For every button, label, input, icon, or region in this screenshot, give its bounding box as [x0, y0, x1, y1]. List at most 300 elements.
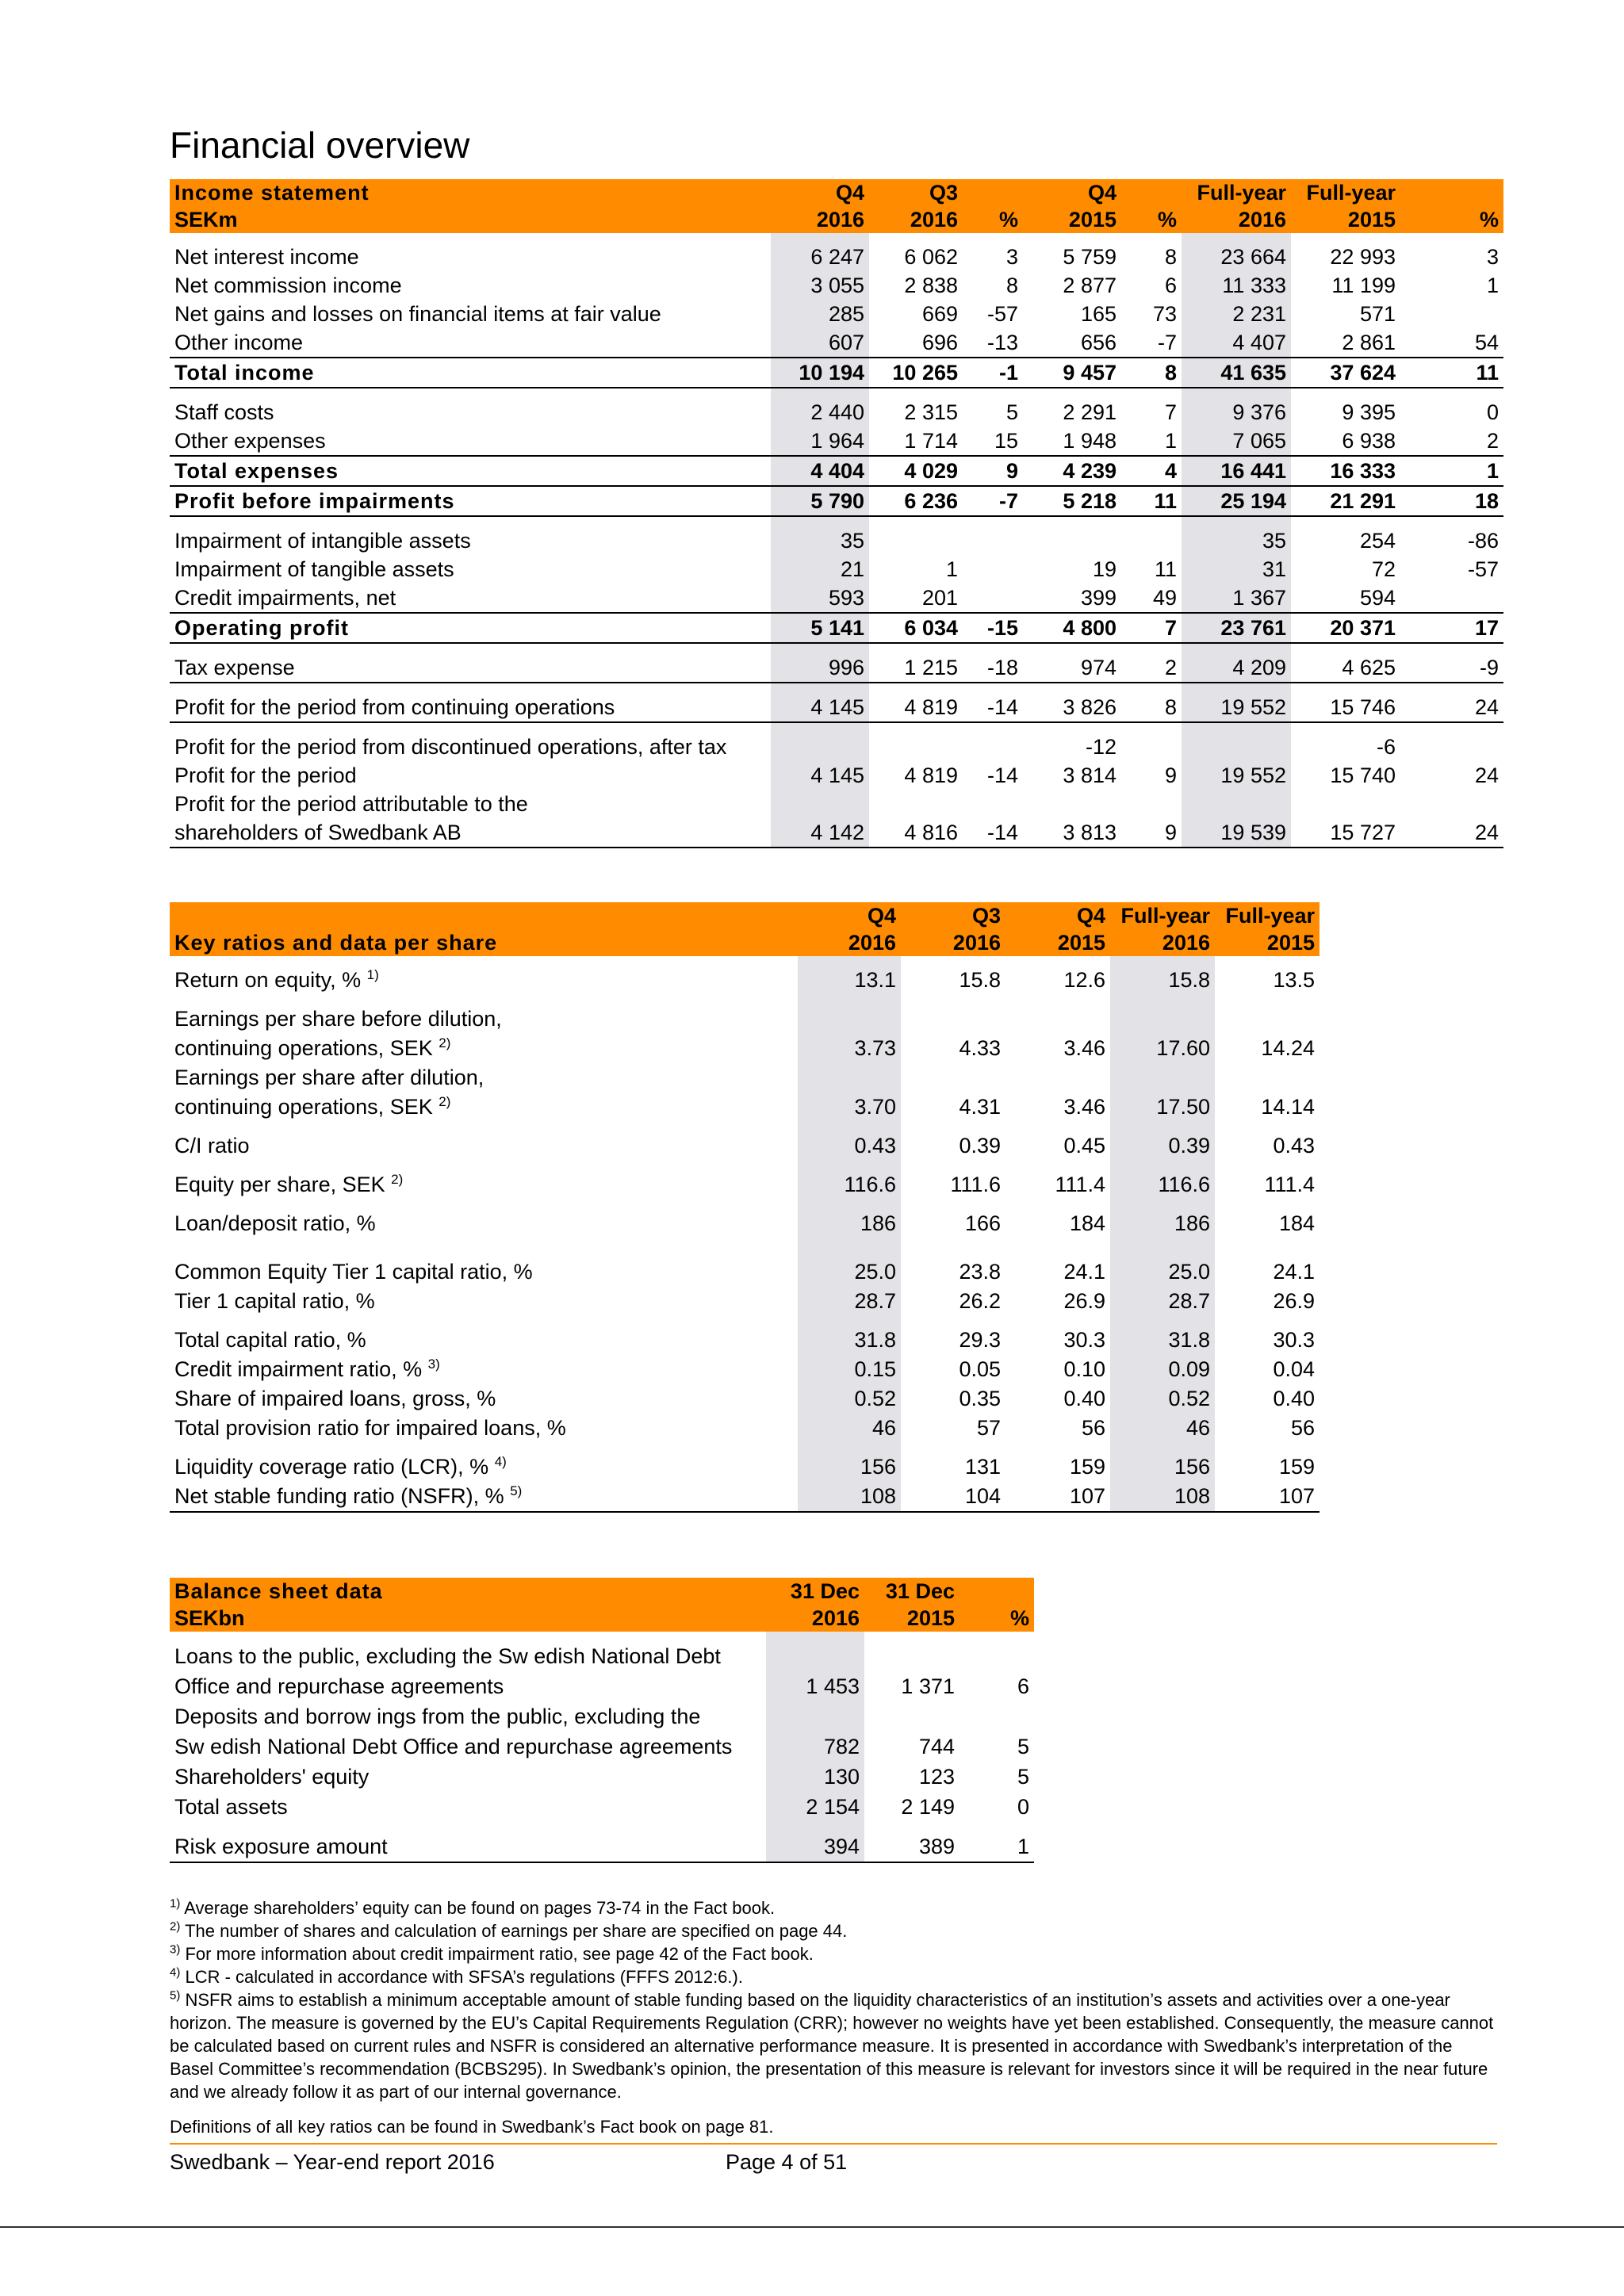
- row-label: [170, 1355, 798, 1384]
- table-cell: [869, 526, 963, 555]
- table-cell: 3 826: [1023, 693, 1121, 722]
- row-label: [170, 1131, 798, 1161]
- col-header: 31 Dec: [864, 1578, 959, 1605]
- table-cell: 56: [1081, 1416, 1105, 1440]
- table-cell: 131: [964, 1455, 1001, 1479]
- row-label-text: Tax expense: [174, 656, 295, 679]
- spacer-cell: [1005, 1316, 1110, 1326]
- table-cell: 0.04: [1273, 1357, 1315, 1381]
- spacer-cell: [1121, 683, 1182, 693]
- footnote-ref: 2): [391, 1172, 404, 1187]
- col-header: Full-year: [1215, 902, 1320, 929]
- table-row: [170, 761, 1503, 790]
- table-cell: 6 938: [1342, 429, 1396, 453]
- row-label-line: Earnings per share before dilution,: [174, 1007, 502, 1031]
- row-label-line: Office and repurchase agreements: [174, 1674, 504, 1698]
- table-cell: 744: [918, 1735, 955, 1758]
- table-cell: 254: [1359, 529, 1396, 553]
- row-label: [170, 243, 771, 271]
- table-cell: 1 948: [1063, 429, 1116, 453]
- row-label: [170, 555, 771, 584]
- table-cell: -12: [1085, 735, 1116, 759]
- table-cell: 0.45: [1063, 1134, 1105, 1158]
- footnote: [170, 1988, 1494, 2103]
- table-cell: 19 552: [1182, 693, 1291, 722]
- row-spacer: [170, 388, 1503, 398]
- spacer-cell: [1182, 722, 1291, 733]
- row-label: [170, 790, 771, 848]
- table-cell: 6 034: [869, 613, 963, 643]
- spacer-cell: [1023, 233, 1121, 243]
- row-label: [170, 1257, 798, 1287]
- spacer-cell: [170, 233, 771, 243]
- spacer-cell: [170, 516, 771, 526]
- spacer-cell: [1121, 643, 1182, 653]
- footnote-text: For more information about credit impairment ratio, see page 42 of the Fact book.: [185, 1944, 814, 1964]
- footnote-ref: 1): [366, 967, 379, 982]
- table-cell: 996: [771, 653, 869, 683]
- table-row: [170, 456, 1503, 486]
- col-header: Full-year: [1291, 179, 1400, 206]
- table-cell: 41 635: [1182, 358, 1291, 388]
- row-label-text: Loan/deposit ratio, %: [174, 1211, 376, 1235]
- col-header: Q3: [901, 902, 1005, 929]
- row-label-text: Profit for the period: [174, 763, 357, 787]
- table-row: [170, 653, 1503, 683]
- row-label: [170, 1170, 798, 1200]
- spacer-cell: [798, 1200, 901, 1209]
- table-cell: 2: [1121, 653, 1182, 683]
- spacer-cell: [963, 643, 1023, 653]
- table-cell: 1: [959, 1831, 1034, 1862]
- table-cell: 10 265: [869, 358, 963, 388]
- col-header: Q4: [798, 902, 901, 929]
- row-label: [170, 1831, 766, 1862]
- footer-page-number: Page 4 of 51: [726, 2150, 848, 2174]
- row-label-text: continuing operations, SEK: [174, 1095, 433, 1119]
- spacer-cell: [1215, 1443, 1320, 1452]
- table-cell: 8: [1121, 693, 1182, 722]
- spacer-cell: [1005, 1443, 1110, 1452]
- col-header: Q3: [869, 179, 963, 206]
- table-cell: 594: [1359, 586, 1396, 610]
- table-row: [170, 243, 1503, 271]
- col-header: [1121, 179, 1182, 206]
- row-label-line: Profit for the period attributable to the: [174, 792, 528, 816]
- row-label: [170, 1384, 798, 1414]
- row-spacer: [170, 1122, 1320, 1131]
- spacer-cell: [170, 1200, 798, 1209]
- spacer-cell: [771, 683, 869, 693]
- table-cell: 0.05: [959, 1357, 1001, 1381]
- table-cell: 11 199: [1331, 274, 1396, 297]
- row-label-text: Risk exposure amount: [174, 1835, 388, 1858]
- table-cell: 2: [1486, 429, 1499, 453]
- spacer-cell: [1110, 995, 1215, 1004]
- income-title: Income statement: [170, 179, 771, 206]
- table-cell: -18: [963, 653, 1023, 683]
- table-cell: 19 552: [1182, 761, 1291, 790]
- table-cell: [963, 526, 1023, 555]
- table-cell: -6: [1376, 735, 1396, 759]
- table-cell: 4 209: [1182, 653, 1291, 683]
- spacer-cell: [1023, 722, 1121, 733]
- spacer-cell: [1215, 1316, 1320, 1326]
- spacer-cell: [1291, 388, 1400, 398]
- table-row: [170, 486, 1503, 516]
- balance-header-row-2: [170, 1605, 1034, 1632]
- spacer-cell: [901, 1122, 1005, 1131]
- table-cell: 12.6: [1063, 968, 1105, 992]
- table-cell: 3 814: [1063, 763, 1116, 787]
- spacer-cell: [1182, 388, 1291, 398]
- spacer-cell: [1182, 233, 1291, 243]
- spacer-cell: [901, 956, 1005, 966]
- table-row: [170, 300, 1503, 328]
- footnote-text: LCR - calculated in accordance with SFSA’s regulations (FFFS 2012:6.).: [185, 1967, 743, 1987]
- table-cell: 1 215: [869, 653, 963, 683]
- key-ratios-header-row-1: [170, 902, 1320, 929]
- spacer-cell: [963, 683, 1023, 693]
- table-cell: 8: [1121, 358, 1182, 388]
- table-cell: 14.24: [1261, 1036, 1315, 1060]
- spacer-cell: [170, 722, 771, 733]
- spacer-cell: [766, 1822, 864, 1831]
- spacer-cell: [1400, 722, 1503, 733]
- table-cell: 57: [976, 1416, 1001, 1440]
- table-cell: 593: [771, 584, 869, 613]
- definitions-note: Definitions of all key ratios can be found in Swedbank’s Fact book on page 81.: [170, 2117, 774, 2137]
- row-label-text: Net interest income: [174, 245, 359, 269]
- row-spacer: [170, 1316, 1320, 1326]
- table-cell: 15.8: [1110, 966, 1215, 995]
- table-cell: 1 367: [1182, 584, 1291, 613]
- table-cell: 389: [864, 1831, 959, 1862]
- table-cell: 0.52: [798, 1384, 901, 1414]
- spacer-cell: [1005, 1200, 1110, 1209]
- table-row: [170, 1063, 1320, 1122]
- table-cell: 3 813: [1023, 790, 1121, 848]
- table-row: [170, 398, 1503, 427]
- col-header: [959, 1578, 1034, 1605]
- table-cell: [963, 584, 1023, 613]
- table-cell: 37 624: [1291, 358, 1400, 388]
- footnote-mark: 2): [170, 1919, 181, 1934]
- table-cell: 107: [1005, 1482, 1110, 1512]
- table-cell: 15 727: [1291, 790, 1400, 848]
- spacer-cell: [1023, 516, 1121, 526]
- table-cell: 19 539: [1182, 790, 1291, 848]
- row-spacer: [170, 1248, 1320, 1257]
- table-cell: -14: [986, 763, 1018, 787]
- table-cell: 1 714: [904, 429, 958, 453]
- table-cell: 108: [1110, 1482, 1215, 1512]
- row-label-text: Impairment of tangible assets: [174, 557, 454, 581]
- spacer-cell: [1182, 643, 1291, 653]
- spacer-cell: [901, 1200, 1005, 1209]
- table-cell: 0: [1017, 1795, 1029, 1819]
- spacer-cell: [1215, 1248, 1320, 1257]
- key-ratios-title: Key ratios and data per share: [170, 929, 798, 956]
- col-header: Full-year: [1110, 902, 1215, 929]
- row-spacer: [170, 683, 1503, 693]
- table-cell: 11: [1154, 557, 1177, 581]
- table-cell: 15 746: [1291, 693, 1400, 722]
- table-cell: 3.46: [1063, 1036, 1105, 1060]
- table-cell: 607: [771, 328, 869, 358]
- row-label: [170, 584, 771, 613]
- spacer-cell: [170, 1238, 798, 1248]
- table-cell: 1 371: [901, 1674, 955, 1698]
- spacer-cell: [170, 1316, 798, 1326]
- table-cell: 24: [1400, 693, 1503, 722]
- table-row: [170, 613, 1503, 643]
- spacer-cell: [170, 956, 798, 966]
- row-label-text: Total assets: [174, 1795, 288, 1819]
- row-label: [170, 693, 771, 722]
- table-cell: 31.8: [1110, 1326, 1215, 1355]
- footnote-text: The number of shares and calculation of earnings per share are specified on page 44.: [185, 1921, 848, 1941]
- table-cell: 0.15: [798, 1355, 901, 1384]
- row-label-text: Other expenses: [174, 429, 326, 453]
- table-cell: [869, 733, 963, 761]
- table-cell: 186: [1110, 1209, 1215, 1238]
- table-cell: -13: [986, 331, 1018, 354]
- row-label-text: Net commission income: [174, 274, 402, 297]
- row-label: [170, 761, 771, 790]
- row-label: [170, 526, 771, 555]
- table-cell: 0.35: [959, 1387, 1001, 1410]
- table-cell: 25 194: [1182, 486, 1291, 516]
- col-header: %: [1400, 206, 1503, 233]
- table-cell: 4.31: [959, 1095, 1001, 1119]
- row-label-line: [174, 1034, 793, 1063]
- table-cell: 4.33: [959, 1036, 1001, 1060]
- spacer-cell: [1110, 956, 1215, 966]
- table-cell: 4 407: [1182, 328, 1291, 358]
- table-cell: 4 625: [1291, 653, 1400, 683]
- table-cell: 16 333: [1291, 456, 1400, 486]
- row-label: [170, 1452, 798, 1482]
- spacer-cell: [1110, 1443, 1215, 1452]
- income-header-row-2: [170, 206, 1503, 233]
- table-cell: 28.7: [1110, 1287, 1215, 1316]
- table-cell: 26.9: [1063, 1289, 1105, 1313]
- table-cell: 8: [1005, 274, 1018, 297]
- col-header: [963, 179, 1023, 206]
- table-cell: 0: [1486, 400, 1499, 424]
- row-label: [170, 427, 771, 456]
- spacer-cell: [1215, 995, 1320, 1004]
- spacer-cell: [1110, 1248, 1215, 1257]
- row-label: [170, 1287, 798, 1316]
- spacer-cell: [959, 1632, 1034, 1641]
- table-cell: 20 371: [1291, 613, 1400, 643]
- row-label: [170, 1063, 798, 1122]
- table-cell: 0.52: [1110, 1384, 1215, 1414]
- table-cell: 0.09: [1110, 1355, 1215, 1384]
- table-cell: 23.8: [959, 1260, 1001, 1284]
- table-cell: 2 838: [904, 274, 958, 297]
- table-cell: -7: [963, 486, 1023, 516]
- table-cell: 9: [1121, 790, 1182, 848]
- table-row: [170, 1641, 1034, 1701]
- table-cell: -86: [1467, 529, 1499, 553]
- table-row: [170, 733, 1503, 761]
- row-label: [170, 613, 771, 643]
- spacer-cell: [1005, 995, 1110, 1004]
- table-row: [170, 526, 1503, 555]
- row-label-text: Shareholders' equity: [174, 1765, 370, 1789]
- table-cell: 656: [1080, 331, 1116, 354]
- table-row: [170, 790, 1503, 848]
- table-cell: 10 194: [771, 358, 869, 388]
- table-cell: [1400, 300, 1503, 328]
- row-label: [170, 1762, 766, 1792]
- table-cell: 2 231: [1182, 300, 1291, 328]
- table-cell: 0.39: [959, 1134, 1001, 1158]
- table-row: [170, 1831, 1034, 1862]
- row-label-text: Return on equity, %: [174, 968, 362, 992]
- spacer-cell: [798, 1316, 901, 1326]
- row-label-text: Total capital ratio, %: [174, 1328, 366, 1352]
- table-cell: 111.4: [1055, 1173, 1105, 1196]
- spacer-cell: [901, 995, 1005, 1004]
- row-label-line: Loans to the public, excluding the Sw edish National Debt: [174, 1644, 721, 1668]
- table-cell: 5 790: [771, 486, 869, 516]
- col-header: 2015: [864, 1605, 959, 1632]
- row-label-text: Total income: [174, 361, 315, 385]
- footnote: [170, 1919, 1494, 1942]
- table-cell: 4 142: [771, 790, 869, 848]
- spacer-cell: [1291, 643, 1400, 653]
- table-cell: 165: [1080, 302, 1116, 326]
- table-cell: 108: [798, 1482, 901, 1512]
- row-label-line: Earnings per share after dilution,: [174, 1066, 485, 1089]
- table-cell: 56: [1290, 1416, 1315, 1440]
- col-header: %: [1121, 206, 1182, 233]
- row-spacer: [170, 516, 1503, 526]
- table-cell: 9 395: [1342, 400, 1396, 424]
- spacer-cell: [771, 643, 869, 653]
- spacer-cell: [170, 995, 798, 1004]
- key-ratios-header-row-2: [170, 929, 1320, 956]
- table-cell: 0.40: [1273, 1387, 1315, 1410]
- table-cell: 9 457: [1023, 358, 1121, 388]
- table-cell: 123: [918, 1765, 955, 1789]
- table-cell: 4 145: [771, 761, 869, 790]
- table-cell: [771, 733, 869, 761]
- row-label-line: Deposits and borrow ings from the public, excluding the: [174, 1705, 701, 1728]
- spacer-cell: [1110, 1238, 1215, 1248]
- table-cell: 1 453: [766, 1641, 864, 1701]
- row-spacer: [170, 956, 1320, 966]
- row-label: [170, 486, 771, 516]
- spacer-cell: [1005, 1238, 1110, 1248]
- table-cell: 3: [1005, 245, 1018, 269]
- table-row: [170, 1209, 1320, 1238]
- row-label: [170, 328, 771, 358]
- table-cell: 21 291: [1291, 486, 1400, 516]
- footnote-ref: 2): [439, 1035, 451, 1050]
- footnote-text: Average shareholders’ equity can be found on pages 73-74 in the Fact book.: [184, 1898, 776, 1918]
- col-header: 2016: [1110, 929, 1215, 956]
- table-row: [170, 555, 1503, 584]
- table-cell: 22 993: [1330, 245, 1396, 269]
- spacer-cell: [1400, 233, 1503, 243]
- table-cell: 0.10: [1063, 1357, 1105, 1381]
- table-cell: 24.1: [1273, 1260, 1315, 1284]
- table-cell: 156: [1110, 1452, 1215, 1482]
- spacer-cell: [864, 1822, 959, 1831]
- spacer-cell: [1182, 683, 1291, 693]
- row-label-text: Profit before impairments: [174, 489, 455, 513]
- table-cell: 5: [1017, 1765, 1029, 1789]
- row-label: [170, 1641, 766, 1701]
- table-row: [170, 1792, 1034, 1822]
- row-label-text: Net gains and losses on financial items at fair value: [174, 302, 661, 326]
- table-cell: 4 404: [771, 456, 869, 486]
- row-label-text: Other income: [174, 331, 304, 354]
- table-cell: 4 239: [1023, 456, 1121, 486]
- footnotes: [170, 1896, 1494, 2103]
- row-spacer: [170, 1200, 1320, 1209]
- spacer-cell: [170, 643, 771, 653]
- footer-report-title: Swedbank – Year-end report 2016: [170, 2150, 495, 2174]
- row-label-text: Total provision ratio for impaired loans, %: [174, 1416, 566, 1440]
- spacer-cell: [901, 1316, 1005, 1326]
- row-label: [170, 1792, 766, 1822]
- spacer-cell: [1110, 1200, 1215, 1209]
- spacer-cell: [1121, 233, 1182, 243]
- footnote: [170, 1942, 1494, 1965]
- col-header: Q4: [1023, 179, 1121, 206]
- table-cell: 16 441: [1182, 456, 1291, 486]
- table-row: [170, 1701, 1034, 1762]
- table-cell: 974: [1023, 653, 1121, 683]
- row-label-text: Total expenses: [174, 459, 339, 483]
- row-spacer: [170, 995, 1320, 1004]
- spacer-cell: [771, 722, 869, 733]
- table-cell: 13.5: [1273, 968, 1315, 992]
- row-spacer: [170, 643, 1503, 653]
- table-row: [170, 1452, 1320, 1482]
- spacer-cell: [1291, 516, 1400, 526]
- col-header: 2016: [766, 1605, 864, 1632]
- table-cell: 4 819: [869, 693, 963, 722]
- row-spacer: [170, 1443, 1320, 1452]
- footnote-text: NSFR aims to establish a minimum acceptable amount of stable funding based on the liquidity characteristics of an institution’s assets and activities over a one-year horizon. The measure is governed by the EU’s Capital Requirements Regulation (CRR); however no weights have yet been established. Consequently, the measure cannot be calculated based on current rules and NSFR is considered an alternative performance measure. It is presented in accordance with Swedbank’s interpretation of the Basel Committee’s recommendation (BCBS295). In Swedbank’s opinion, the presentation of this measure is relevant for investors since it will be required in the near future and we already follow it as part of our internal governance.: [170, 1990, 1494, 2102]
- table-cell: 2 861: [1342, 331, 1396, 354]
- spacer-cell: [1182, 516, 1291, 526]
- row-label: [170, 398, 771, 427]
- table-cell: 24: [1400, 790, 1503, 848]
- table-cell: 26.2: [959, 1289, 1001, 1313]
- table-row: [170, 1482, 1320, 1512]
- table-cell: 9: [1164, 763, 1177, 787]
- table-cell: 186: [798, 1209, 901, 1238]
- table-cell: [963, 733, 1023, 761]
- income-statement-table: [170, 179, 1503, 848]
- spacer-cell: [170, 1161, 798, 1170]
- col-header: 31 Dec: [766, 1578, 864, 1605]
- table-cell: 0.40: [1063, 1387, 1105, 1410]
- table-cell: 5 759: [1063, 245, 1116, 269]
- spacer-cell: [963, 388, 1023, 398]
- table-row: [170, 1131, 1320, 1161]
- table-cell: 8: [1164, 245, 1177, 269]
- spacer-cell: [1215, 956, 1320, 966]
